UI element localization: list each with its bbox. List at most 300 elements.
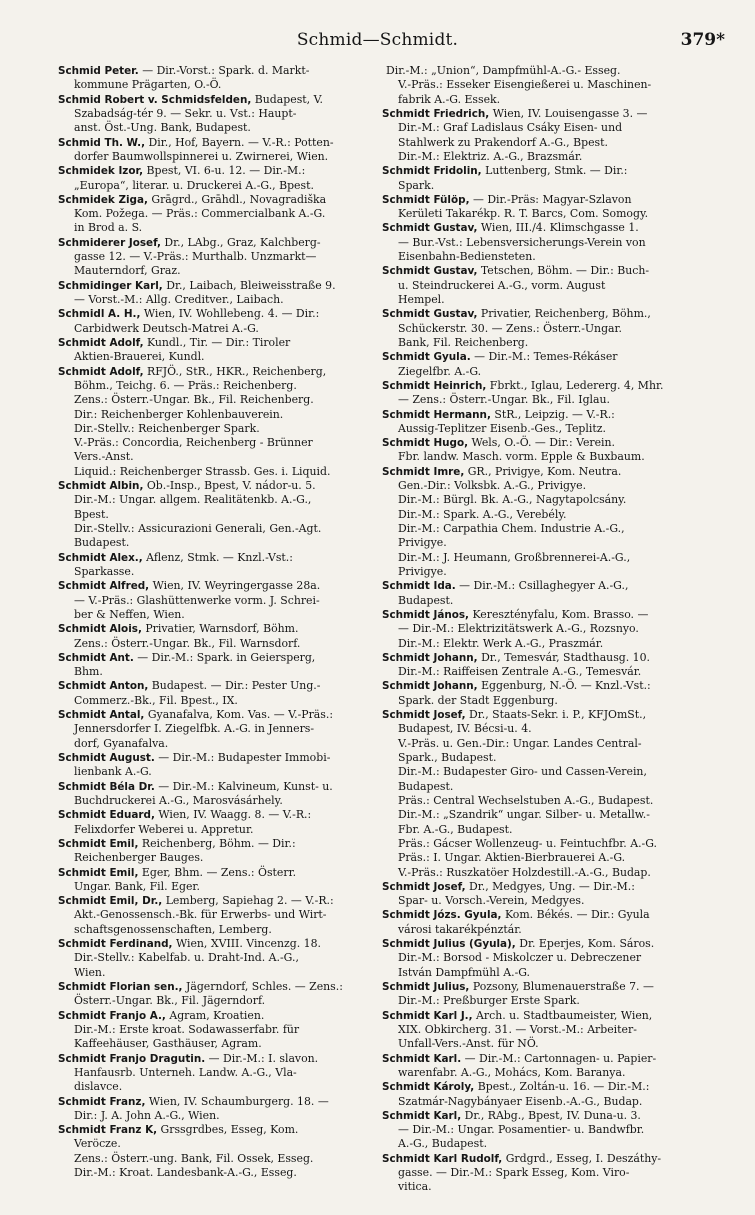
entry-text: Carbidwerk Deutsch-Matrei A.-G. — [74, 321, 259, 335]
entry-continuation-line — [382, 422, 702, 436]
entry-text: Wien, IV. Waagg. 8. — V.-R.: — [154, 808, 312, 822]
entry-text: Dir.-M.: Carpathia Chem. Industrie A.-G., — [398, 522, 625, 535]
entry-name: Schmiderer Josef, — [58, 236, 161, 249]
entry-continuation-line — [382, 694, 702, 708]
entry-continuation-line — [58, 379, 378, 393]
entry-first-line — [58, 780, 378, 794]
entry-text: Dir.-Stellv.: Reichenberger Spark. — [74, 421, 260, 435]
entry-text: Reichenberger Bauges. — [74, 851, 204, 865]
entry-text: Dir.: J. A. John A.-G., Wien. — [74, 1108, 220, 1122]
entry-first-line — [382, 937, 702, 951]
entry-name: Schmidt Alois, — [58, 623, 142, 636]
directory-entry — [382, 1052, 702, 1081]
directory-entry — [382, 1152, 702, 1195]
entry-text: Dir.-M.: J. Heumann, Großbrennerei-A.-G., — [398, 550, 631, 564]
entry-first-line — [58, 579, 378, 593]
entry-continuation-line — [58, 994, 378, 1008]
entry-first-line — [58, 679, 378, 693]
entry-continuation-line — [58, 1037, 378, 1051]
entry-first-line — [382, 1080, 702, 1094]
entry-continuation-line — [58, 823, 378, 837]
directory-entry — [58, 937, 378, 980]
entry-text: — Dir.-M.: Budapester Immobi- — [154, 751, 331, 764]
entry-text: Kundl., Tir. — Dir.: Tiroler — [143, 335, 291, 349]
directory-entry — [58, 136, 378, 165]
entry-continuation-line — [382, 1123, 702, 1137]
entry-continuation-line — [382, 722, 702, 736]
entry-continuation-line — [58, 264, 378, 278]
entry-first-line — [382, 465, 702, 479]
entry-text: A.-G., Budapest. — [398, 1137, 488, 1151]
entry-text: Budapest. — [74, 536, 130, 550]
entry-text: Kerületi Takarékp. R. T. Barcs, Com. Somogy. — [398, 207, 649, 221]
entry-text: Luttenberg, Stmk. — Dir.: — [481, 164, 628, 178]
entry-first-line — [382, 164, 702, 178]
entry-continuation-line — [58, 107, 378, 121]
entry-text: StR., Leipzig. — V.-R.: — [490, 407, 615, 421]
directory-entry — [58, 808, 378, 837]
entry-continuation-line — [58, 637, 378, 651]
entry-text: Bank, Fil. Reichenberg. — [398, 335, 529, 349]
directory-entry — [58, 164, 378, 193]
entry-text: Dir., Hof, Bayern. — V.-R.: Potten- — [145, 135, 334, 149]
directory-entry — [58, 780, 378, 809]
entry-first-line — [58, 1009, 378, 1023]
entry-text: Dir.-M.: Raiffeisen Zentrale A.-G., Temesvár. — [398, 665, 642, 679]
entry-text: Sparkasse. — [74, 564, 135, 578]
entry-continuation-line — [382, 508, 702, 522]
entry-text: Budapest. — Dir.: Pester Ung.- — [148, 679, 321, 693]
entry-text: fabrik A.-G. Essek. — [398, 92, 501, 106]
entry-text: Wels, O.-Ö. — Dir.: Verein. — [468, 436, 616, 450]
entry-continuation-line — [382, 737, 702, 751]
directory-entry — [58, 279, 378, 308]
entry-continuation-line — [382, 1066, 702, 1080]
entry-name: Schmidt Eduard, — [58, 809, 155, 822]
entry-name: Schmidt Karl. — [382, 1052, 462, 1065]
directory-entry — [58, 651, 378, 680]
directory-entry — [382, 107, 702, 164]
entry-name: Schmidt Ferdinand, — [58, 938, 173, 951]
entry-continuation-line — [382, 207, 702, 221]
entry-text: Dir.-M.: „Union“, Dampfmühl-A.-G.- Esseg. — [386, 64, 621, 77]
entry-text: Fbr. landw. Masch. vorm. Epple & Buxbaum. — [398, 450, 645, 464]
entry-text: Dr., Temesvár, Stadthausg. 10. — [477, 650, 651, 664]
entry-first-line — [382, 408, 702, 422]
entry-text: Grssgrdbes, Esseg, Kom. — [157, 1123, 299, 1137]
entry-text: városi takarékpénztár. — [398, 922, 522, 936]
entry-continuation-line — [58, 1137, 378, 1151]
entry-continuation-line — [58, 565, 378, 579]
right-column — [382, 64, 702, 1195]
directory-entry — [382, 937, 702, 980]
entry-first-line — [58, 64, 378, 78]
entry-text: Wien, XVIII. Vincenzg. 18. — [172, 937, 321, 951]
entry-text: Dir.-M.: Graf Ladislaus Csáky Eisen- und — [398, 121, 623, 135]
entry-first-line — [58, 1052, 378, 1066]
entry-continuation-line — [58, 493, 378, 507]
entry-first-line — [58, 708, 378, 722]
entry-continuation-line — [58, 150, 378, 164]
entry-name: Schmidt Imre, — [382, 465, 465, 478]
entry-continuation-line — [58, 393, 378, 407]
entry-continuation-line — [382, 637, 702, 651]
entry-text: dislavce. — [74, 1080, 123, 1094]
entry-first-line — [382, 651, 702, 665]
entry-continuation-line — [382, 450, 702, 464]
entry-continuation-line — [58, 536, 378, 550]
entry-continuation-line — [58, 594, 378, 608]
entry-name: Schmidt Heinrich, — [382, 379, 487, 392]
entry-name: Schmidt Fridolin, — [382, 165, 482, 178]
entry-continuation-line — [382, 866, 702, 880]
directory-entry — [382, 1009, 702, 1052]
entry-text: Präs.: Gácser Wollenzeug- u. Feintuchfbr. A.-G. — [398, 836, 658, 850]
directory-entry — [382, 579, 702, 608]
entry-text: Arch. u. Stadtbaumeister, Wien, — [472, 1008, 653, 1022]
entry-continuation-line — [58, 522, 378, 536]
entry-continuation-line — [382, 780, 702, 794]
entry-text: Buchdruckerei A.-G., Marosvásárhely. — [74, 793, 283, 807]
entry-first-line — [58, 336, 378, 350]
directory-entry — [58, 365, 378, 480]
entry-continuation-line — [58, 722, 378, 736]
entry-text: Zens.: Österr.-Ungar. Bk., Fil. Warnsdorf. — [74, 636, 301, 650]
directory-entry — [58, 64, 378, 93]
entry-continuation-line — [382, 1166, 702, 1180]
entry-continuation-line — [58, 436, 378, 450]
entry-text: — Dir.-M.: Ungar. Posamentier- u. Bandwfbr. — [398, 1123, 645, 1137]
entry-continuation-line — [382, 951, 702, 965]
entry-first-line — [382, 107, 702, 121]
entry-first-line — [382, 579, 702, 593]
entry-text: Privigye. — [398, 564, 447, 578]
entry-first-line — [382, 1109, 702, 1123]
entry-name: Schmidt Gustav, — [382, 265, 478, 278]
entry-text: Dir.-M.: Erste kroat. Sodawasserfabr. für — [74, 1022, 300, 1036]
entry-text: Dir.-M.: Kroat. Landesbank-A.-G., Esseg. — [74, 1166, 297, 1180]
entry-text: Stahlwerk zu Prakendorf A.-G., Bpest. — [398, 135, 608, 149]
entry-name: Schmidt Anton, — [58, 680, 149, 693]
entry-continuation-line — [58, 1152, 378, 1166]
entry-continuation-line — [382, 150, 702, 164]
entry-text: gasse 12. — V.-Präs.: Murthalb. Unzmarkt— — [74, 250, 317, 264]
entry-name: Schmidt Ant. — [58, 651, 134, 664]
entry-text: V.-Präs.: Esseker Eisengießerei u. Maschinen- — [398, 78, 652, 92]
entry-first-line — [382, 307, 702, 321]
entry-text: Dir.-M.: Borsod - Miskolczer u. Debreczener — [398, 951, 642, 965]
directory-entry — [382, 164, 702, 193]
entry-name: Schmidt Josef, — [382, 709, 466, 722]
entry-text: vitica. — [398, 1180, 432, 1194]
entry-text: Dr., Laibach, Bleiweisstraße 9. — [162, 278, 336, 292]
entry-first-line — [58, 164, 378, 178]
entry-text: XIX. Obkircherg. 31. — Vorst.-M.: Arbeiter- — [398, 1022, 637, 1036]
entry-first-line — [382, 64, 702, 78]
entry-continuation-line — [382, 393, 702, 407]
entry-first-line — [58, 1095, 378, 1109]
entry-name: Schmidt Ida. — [382, 580, 456, 593]
entry-text: Tetschen, Böhm. — Dir.: Buch- — [477, 264, 650, 278]
directory-entry — [382, 1109, 702, 1152]
entry-first-line — [58, 866, 378, 880]
entry-text: Vers.-Anst. — [74, 450, 134, 464]
entry-text: Budapest. — [398, 593, 454, 607]
entry-continuation-line — [58, 608, 378, 622]
entry-continuation-line — [58, 908, 378, 922]
entry-text: Dir.-Stellv.: Kabelfab. u. Draht-Ind. A.-G., — [74, 951, 299, 965]
directory-entry — [382, 64, 702, 107]
entry-text: Spark. — [398, 178, 435, 192]
entry-first-line — [382, 1009, 702, 1023]
entry-text: ber & Neffen, Wien. — [74, 607, 185, 621]
entry-text: Felixdorfer Weberei u. Appretur. — [74, 822, 254, 836]
entry-name: Schmidt Hugo, — [382, 437, 469, 450]
directory-entry — [382, 436, 702, 465]
entry-name: Schmidt János, — [382, 608, 469, 621]
entry-continuation-line — [382, 322, 702, 336]
page-title: Schmid—Schmidt. — [296, 30, 459, 50]
entry-first-line — [58, 236, 378, 250]
entry-name: Schmidt Gyula. — [382, 351, 471, 364]
directory-entry — [58, 1095, 378, 1124]
entry-continuation-line — [58, 450, 378, 464]
entry-text: lienbank A.-G. — [74, 765, 152, 779]
entry-name: Schmid Peter. — [58, 65, 139, 77]
entry-first-line — [382, 264, 702, 278]
entry-name: Schmidt Franjo Dragutin. — [58, 1052, 206, 1065]
entry-name: Schmidt Hermann, — [382, 408, 491, 421]
entry-text: Ungar. Bank, Fil. Eger. — [74, 879, 200, 893]
entry-first-line — [58, 1123, 378, 1137]
entry-text: Dir.-M.: Budapester Giro- und Cassen-Verein, — [398, 765, 647, 779]
entry-continuation-line — [382, 493, 702, 507]
entry-name: Schmidt Alex., — [58, 551, 143, 564]
entry-continuation-line — [382, 665, 702, 679]
entry-text: — Dir.-M.: I. slavon. — [205, 1051, 319, 1065]
entry-text: — Dir.-M.: Spark. in Geiersperg, — [133, 650, 316, 664]
entry-text: Mauterndorf, Graz. — [74, 264, 181, 278]
entry-name: Schmid Th. W., — [58, 136, 146, 149]
directory-entry — [58, 1052, 378, 1095]
entry-continuation-line — [58, 694, 378, 708]
entry-continuation-line — [58, 880, 378, 894]
entry-first-line — [58, 651, 378, 665]
entry-text: dorf, Gyanafalva. — [74, 736, 169, 750]
entry-continuation-line — [58, 293, 378, 307]
directory-entry — [382, 651, 702, 680]
entry-text: Fbrkt., Iglau, Ledererg. 4, Mhr. — [486, 378, 664, 392]
entry-text: Szatmár-Nagybányaer Eisenb.-A.-G., Budap. — [398, 1094, 643, 1108]
entry-text: — Dir.-M.: Cartonnagen- u. Papier- — [461, 1051, 657, 1065]
entry-text: in Brod a. S. — [74, 221, 143, 235]
entry-text: Privatier, Warnsdorf, Böhm. — [141, 622, 299, 636]
entry-continuation-line — [382, 894, 702, 908]
entry-continuation-line — [58, 923, 378, 937]
entry-text: Dir.-M.: „Szandrik“ ungar. Silber- u. Metallw.- — [398, 808, 650, 822]
entry-continuation-line — [382, 837, 702, 851]
directory-entry — [58, 622, 378, 651]
entry-text: anst. Öst.-Ung. Bank, Budapest. — [74, 121, 251, 135]
directory-entry — [58, 1009, 378, 1052]
entry-first-line — [58, 622, 378, 636]
entry-text: — Dir.-Vorst.: Spark. d. Markt- — [138, 64, 310, 77]
entry-continuation-line — [382, 1180, 702, 1194]
directory-entry — [58, 894, 378, 937]
entry-text: Budapest, V. — [251, 92, 323, 106]
entry-continuation-line — [58, 508, 378, 522]
entry-text: u. Steindruckerei A.-G., vorm. August — [398, 278, 606, 292]
directory-entry — [58, 307, 378, 336]
entry-text: Dir.-Stellv.: Assicurazioni Generali, Gen.-Agt. — [74, 522, 322, 535]
entry-continuation-line — [382, 78, 702, 92]
entry-text: Eisenbahn-Bediensteten. — [398, 250, 536, 264]
entry-name: Schmidt Franjo A., — [58, 1009, 166, 1022]
entry-text: Bpest., Zoltán-u. 16. — Dir.-M.: — [474, 1080, 650, 1094]
entry-name: Schmidt Gustav, — [382, 222, 478, 235]
entry-text: warenfabr. A.-G., Mohács, Kom. Baranya. — [398, 1065, 626, 1079]
entry-text: Wien. — [74, 965, 106, 979]
directory-entry — [382, 1080, 702, 1109]
entry-continuation-line — [382, 808, 702, 822]
entry-text: — Dir.-M.: Kalvineum, Kunst- u. — [154, 779, 333, 793]
directory-entry — [382, 465, 702, 580]
entry-first-line — [382, 908, 702, 922]
entry-text: Kom. Békés. — Dir.: Gyula — [501, 908, 650, 922]
entry-first-line — [382, 608, 702, 622]
directory-entry — [382, 679, 702, 708]
directory-entry — [382, 908, 702, 937]
entry-name: Schmidt Florian sen., — [58, 981, 183, 993]
entry-first-line — [58, 193, 378, 207]
entry-first-line — [58, 808, 378, 822]
entry-name: Schmidt Johann, — [382, 680, 478, 693]
entry-text: Veröcze. — [74, 1137, 121, 1151]
entry-name: Schmidt Béla Dr. — [58, 780, 155, 793]
entry-continuation-line — [58, 851, 378, 865]
entry-continuation-line — [382, 121, 702, 135]
directory-entry — [382, 880, 702, 909]
entry-text: Dir.-M.: Elektriz. A.-G., Brazsmár. — [398, 149, 583, 163]
entry-text: Bpest, VI. 6-u. 12. — Dir.-M.: — [143, 164, 306, 178]
entry-name: Schmidt Franz K, — [58, 1124, 158, 1137]
entry-continuation-line — [382, 1037, 702, 1051]
entry-continuation-line — [58, 1109, 378, 1123]
page-header — [0, 28, 755, 58]
entry-name: Schmidt Johann, — [382, 651, 478, 664]
entry-first-line — [58, 751, 378, 765]
entry-continuation-line — [382, 536, 702, 550]
entry-continuation-line — [382, 236, 702, 250]
entry-first-line — [382, 436, 702, 450]
entry-continuation-line — [58, 322, 378, 336]
entry-text: Spark. der Stadt Eggenburg. — [398, 693, 558, 707]
entry-text: Grāgrd., Grāhdl., Novagradiška — [147, 192, 327, 206]
entry-name: Schmidt Fülöp, — [382, 193, 470, 206]
entry-text: Szabadság-tér 9. — Sekr. u. Vst.: Haupt- — [74, 106, 297, 120]
entry-continuation-line — [382, 93, 702, 107]
directory-entry — [382, 307, 702, 350]
entry-continuation-line — [382, 1023, 702, 1037]
entry-text: Böhm., Teichg. 6. — Präs.: Reichenberg. — [74, 378, 297, 392]
entry-text: Budapest. — [398, 779, 454, 793]
entry-name: Schmid Robert v. Schmidsfelden, — [58, 93, 252, 106]
entry-text: gasse. — Dir.-M.: Spark Esseg, Kom. Viro- — [398, 1166, 630, 1180]
entry-text: Hanfausrb. Unterneh. Landw. A.-G., Vla- — [74, 1065, 297, 1079]
left-column — [58, 64, 378, 1180]
entry-first-line — [382, 1052, 702, 1066]
entry-name: Schmidt Emil, — [58, 866, 139, 879]
directory-entry — [382, 379, 702, 408]
entry-continuation-line — [382, 479, 702, 493]
entry-name: Schmidt Alfred, — [58, 580, 150, 593]
entry-continuation-line — [58, 665, 378, 679]
entry-text: Spar- u. Vorsch.-Verein, Medgyes. — [398, 894, 585, 908]
entry-name: Schmidt Karl J., — [382, 1009, 473, 1022]
entry-text: Dr., Medgyes, Ung. — Dir.-M.: — [465, 879, 635, 893]
entry-first-line — [382, 708, 702, 722]
entry-continuation-line — [382, 1137, 702, 1151]
entry-name: Schmidt Julius, — [382, 981, 470, 993]
entry-name: Schmidt Franz, — [58, 1095, 146, 1108]
entry-continuation-line — [382, 250, 702, 264]
directory-entry — [58, 679, 378, 708]
entry-first-line — [58, 279, 378, 293]
entry-text: Dir.-M.: Ungar. allgem. Realitätenkb. A.-G., — [74, 493, 312, 507]
entry-text: V.-Präs. u. Gen.-Dir.: Ungar. Landes Central- — [398, 736, 642, 750]
entry-continuation-line — [382, 551, 702, 565]
entry-text: Präs.: Central Wechselstuben A.-G., Budapest. — [398, 793, 654, 807]
entry-text: Kaffeehäuser, Gasthäuser, Agram. — [74, 1037, 262, 1051]
entry-name: Schmidt Josef, — [382, 880, 466, 893]
entry-text: RFJÖ., StR., HKR., Reichenberg, — [143, 364, 327, 378]
entry-name: Schmidt August. — [58, 752, 155, 764]
entry-text: — Vorst.-M.: Allg. Creditver., Laibach. — [74, 293, 284, 306]
entry-text: Hempel. — [398, 293, 445, 306]
entry-name: Schmidt Emil, — [58, 837, 139, 850]
entry-first-line — [58, 479, 378, 493]
entry-text: Pozsony, Blumenauerstraße 7. — — [469, 980, 654, 993]
directory-entry — [58, 579, 378, 622]
entry-text: Jennersdorfer I. Ziegelfbk. A.-G. in Jenners- — [74, 722, 315, 736]
entry-text: Agram, Kroatien. — [165, 1008, 265, 1022]
entry-text: Dir.-M.: Elektr. Werk A.-G., Praszmár. — [398, 636, 604, 650]
entry-continuation-line — [58, 1166, 378, 1180]
directory-entry — [382, 708, 702, 880]
entry-text: Unfall-Vers.-Anst. für NÖ. — [398, 1037, 539, 1051]
entry-continuation-line — [382, 179, 702, 193]
entry-continuation-line — [382, 851, 702, 865]
entry-text: Schückerstr. 30. — Zens.: Österr.-Ungar. — [398, 321, 622, 335]
entry-continuation-line — [58, 1080, 378, 1094]
entry-continuation-line — [382, 136, 702, 150]
entry-text: Reichenberg, Böhm. — Dir.: — [138, 836, 296, 850]
entry-first-line — [382, 1152, 702, 1166]
entry-text: Budapest, IV. Bécsi-u. 4. — [398, 722, 532, 736]
directory-entry — [58, 837, 378, 866]
entry-text: Dir.-M.: Bürgl. Bk. A.-G., Nagytapolcsány. — [398, 493, 627, 507]
entry-name: Schmidinger Karl, — [58, 279, 163, 292]
entry-text: Zens.: Österr.-Ungar. Bk., Fil. Reichenberg. — [74, 393, 314, 407]
entry-continuation-line — [58, 765, 378, 779]
entry-text: Kom. Požega. — Präs.: Commercialbank A.-G. — [74, 207, 326, 221]
entry-text: Dr., LAbg., Graz, Kalchberg- — [160, 235, 321, 249]
entry-continuation-line — [382, 279, 702, 293]
entry-first-line — [382, 880, 702, 894]
entry-first-line — [382, 980, 702, 994]
entry-name: Schmidt Karl, — [382, 1109, 462, 1122]
entry-name: Schmidt Karl Rudolf, — [382, 1152, 503, 1165]
